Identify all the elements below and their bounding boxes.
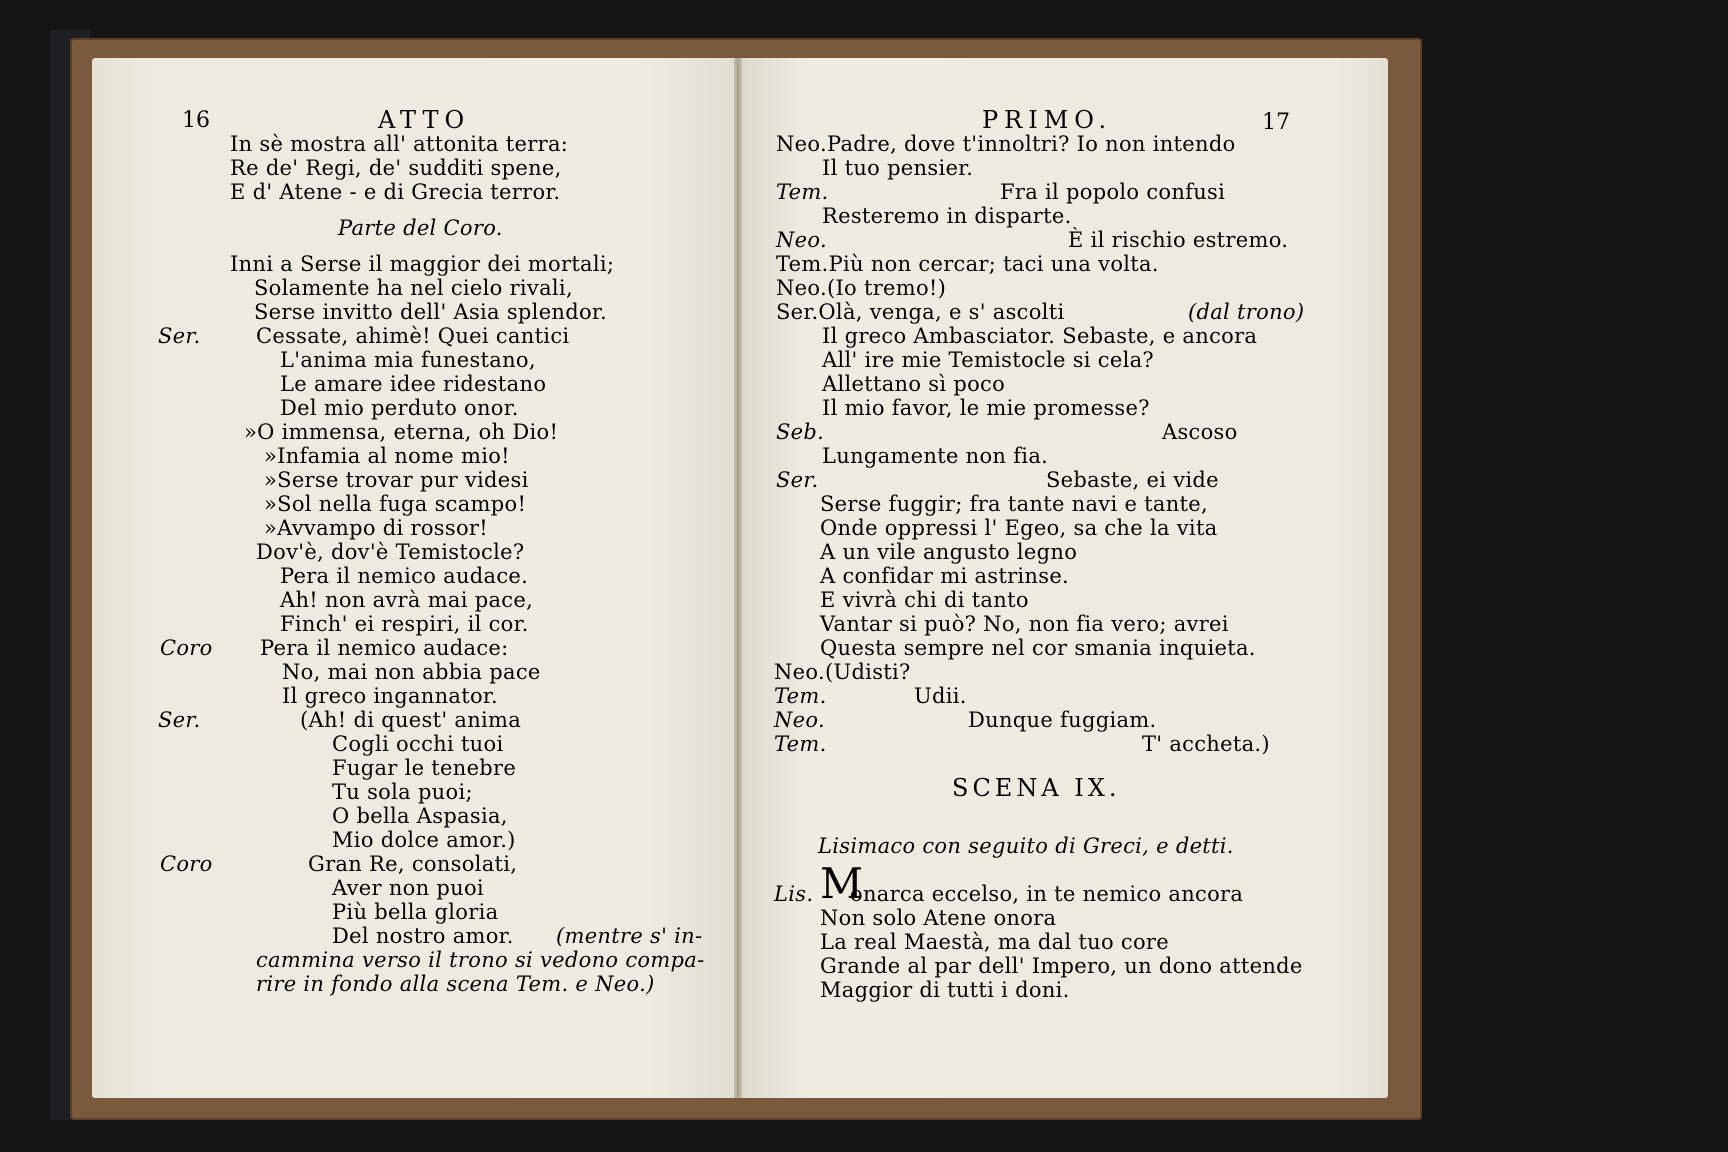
right_page-text-line: Maggior di tutti i doni. [820, 978, 1070, 1002]
right_page-text-line: (dal trono) [1188, 300, 1305, 324]
left_page-text-line: Dov'è, dov'è Temistocle? [256, 540, 525, 564]
left_page-text-line: Coro [160, 636, 213, 660]
right_page-text-line: Neo.(Udisti? [774, 660, 911, 684]
right_page-text-line: Udii. [914, 684, 967, 708]
right_page-text-line: Fra il popolo confusi [1000, 180, 1226, 204]
left_page-text-line: »Avvampo di rossor! [264, 516, 488, 540]
right_page-text-line: Non solo Atene onora [820, 906, 1057, 930]
right_page-text-line: Il tuo pensier. [822, 156, 974, 180]
right_page-text-line: Lungamente non fia. [822, 444, 1049, 468]
left_page-text-line: O bella Aspasia, [332, 804, 508, 828]
left_page-text-line: Fugar le tenebre [332, 756, 517, 780]
right_page-text-line: Ascoso [1162, 420, 1238, 444]
left_page-text-line: Del mio perduto onor. [280, 396, 519, 420]
right_page-text-line: Tem. [774, 732, 827, 756]
right_page-text-line: A un vile angusto legno [820, 540, 1078, 564]
right_page-text-line: Neo. [774, 708, 825, 732]
left_page-text-line: Re de' Regi, de' sudditi spene, [230, 156, 562, 180]
left_page-text-line: L'anima mia funestano, [280, 348, 536, 372]
right-page-number: 17 [1262, 110, 1290, 135]
left_page-text-line: Ser. [158, 708, 201, 732]
left_page-text-line: (Ah! di quest' anima [300, 708, 522, 732]
right_page-text-line: M [820, 859, 864, 908]
right_page-text-line: Tem. [776, 180, 829, 204]
right_page-text-line: Questa sempre nel cor smania inquieta. [820, 636, 1256, 660]
right_page-text-line: Allettano sì poco [822, 372, 1006, 396]
left_page-text-line: Il greco ingannator. [282, 684, 498, 708]
right_page-text-line: A confidar mi astrinse. [820, 564, 1070, 588]
right_page-text-line: Il greco Ambasciator. Sebaste, e ancora [822, 324, 1258, 348]
right_page-text-line: All' ire mie Temistocle si cela? [822, 348, 1154, 372]
right_page-text-line: Grande al par dell' Impero, un dono attende [820, 954, 1303, 978]
right_page-text-line: T' accheta.) [1142, 732, 1270, 756]
left_page-text-line: In sè mostra all' attonita terra: [230, 132, 569, 156]
right_page-text-line: Vantar si può? No, non fia vero; avrei [820, 612, 1229, 636]
left_page-text-line: Del nostro amor. [332, 924, 514, 948]
right-page-heading: PRIMO. [982, 106, 1113, 134]
right_page-text-line: Onde oppressi l' Egeo, sa che la vita [820, 516, 1218, 540]
left_page-text-line: E d' Atene - e di Grecia terror. [230, 180, 561, 204]
right_page-text-line: E vivrà chi di tanto [820, 588, 1029, 612]
right_page-text-line: Neo.(Io tremo!) [776, 276, 947, 300]
left_page-text-line: rire in fondo alla scena Tem. e Neo.) [256, 972, 655, 996]
right_page-text-line: Sebaste, ei vide [1046, 468, 1219, 492]
left_page-text-line: (mentre s' in- [556, 924, 703, 948]
right_page-text-line: Lis. [774, 882, 814, 906]
left_page-text-line: Pera il nemico audace: [260, 636, 509, 660]
left_page-text-line: »O immensa, eterna, oh Dio! [244, 420, 559, 444]
left_page-text-line: No, mai non abbia pace [282, 660, 541, 684]
left_page-text-line: Cogli occhi tuoi [332, 732, 504, 756]
left_page-text-line: Finch' ei respiri, il cor. [280, 612, 529, 636]
left_page-text-line: »Infamia al nome mio! [264, 444, 510, 468]
left-page-number: 16 [182, 108, 210, 133]
left_page-text-line: Mio dolce amor.) [332, 828, 516, 852]
right_page-text-line: Serse fuggir; fra tante navi e tante, [820, 492, 1208, 516]
left_page-text-line: Più bella gloria [332, 900, 499, 924]
left-page-heading: ATTO [378, 106, 471, 134]
left_page-text-line: Parte del Coro. [338, 216, 503, 240]
left_page-text-line: Solamente ha nel cielo rivali, [254, 276, 573, 300]
right_page-text-line: Lisimaco con seguito di Greci, e detti. [818, 834, 1234, 858]
right_page-text-line: È il rischio estremo. [1068, 228, 1289, 252]
right_page-text-line: Dunque fuggiam. [968, 708, 1157, 732]
right_page-text-line: SCENA IX. [952, 774, 1121, 802]
left_page-text-line: Cessate, ahimè! Quei cantici [256, 324, 570, 348]
right_page-text-line: Neo. [776, 228, 827, 252]
left_page-text-line: »Sol nella fuga scampo! [264, 492, 527, 516]
right_page-text-line: Il mio favor, le mie promesse? [822, 396, 1150, 420]
right_page-text-line: Seb. [776, 420, 825, 444]
left_page-text-line: Gran Re, consolati, [308, 852, 518, 876]
right_page-text-line: Ser. [776, 468, 819, 492]
left_page-text-line: Serse invitto dell' Asia splendor. [254, 300, 607, 324]
left_page-text-line: Inni a Serse il maggior dei mortali; [230, 252, 615, 276]
left_page-text-line: Ah! non avrà mai pace, [280, 588, 534, 612]
right_page-text-line: Resteremo in disparte. [822, 204, 1072, 228]
right_page-text-line: onarca eccelso, in te nemico ancora [850, 882, 1244, 906]
left_page-text-line: »Serse trovar pur videsi [264, 468, 529, 492]
left_page-text-line: Pera il nemico audace. [280, 564, 529, 588]
right_page-text-line: La real Maestà, ma dal tuo core [820, 930, 1169, 954]
left_page-text-line: cammina verso il trono si vedono compa- [256, 948, 705, 972]
right_page-text-line: Tem. [774, 684, 827, 708]
book-gutter [734, 58, 742, 1098]
left_page-text-line: Ser. [158, 324, 201, 348]
left_page-text-line: Le amare idee ridestano [280, 372, 547, 396]
right_page-text-line: Tem.Più non cercar; taci una volta. [776, 252, 1159, 276]
right_page-text-line: Ser.Olà, venga, e s' ascolti [776, 300, 1065, 324]
left_page-text-line: Coro [160, 852, 213, 876]
right_page-text-line: Neo.Padre, dove t'innoltri? Io non intendo [776, 132, 1236, 156]
left_page-text-line: Aver non puoi [332, 876, 484, 900]
left_page-text-line: Tu sola puoi; [332, 780, 473, 804]
